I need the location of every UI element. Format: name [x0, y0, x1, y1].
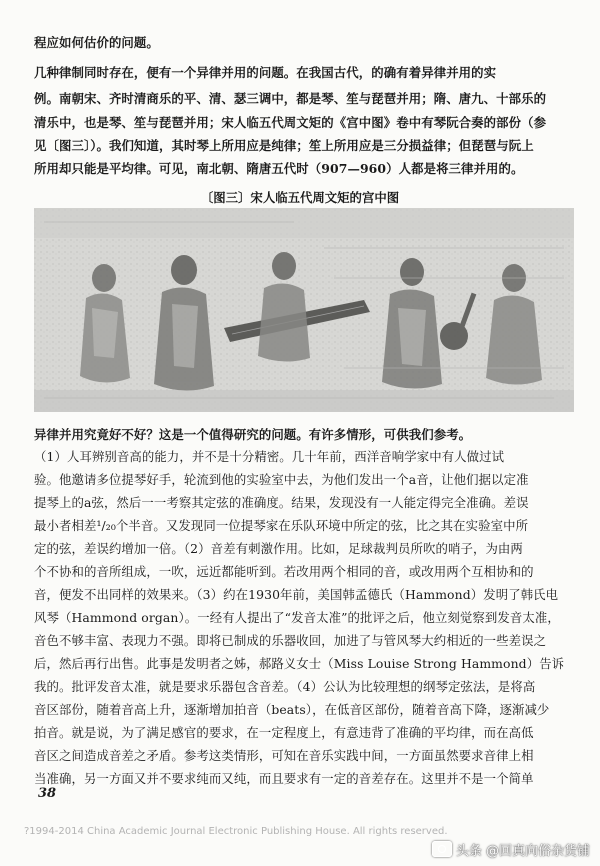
figure-painting-image	[34, 208, 574, 412]
text-line: 验。他邀请多位提琴好手，轮流到他的实验室中去，为他们发出一个a音，让他们据以定准	[34, 472, 529, 487]
text-line: 见〔图三〕）。我们知道，其时琴上所用应是纯律；笙上所用应是三分损益律；但琵琶与阮上	[34, 138, 534, 153]
text-line: 当准确，另一方面又并不要求纯而又纯，而且要求有一定的音差存在。这里并不是一个简单	[34, 771, 534, 786]
watermark	[432, 838, 590, 860]
text-line: 提琴上的a弦，然后一一考察其定弦的准确度。结果，发现没有一人能定得完全准确。差误	[34, 495, 529, 510]
text-line: 例。南朝宋、齐时清商乐的平、清、瑟三调中，都是琴、笙与琵琶并用；隋、唐九、十部乐的	[34, 91, 547, 106]
camera-icon	[432, 841, 452, 857]
text-line: 定的弦，差误约增加一倍。（2）音差有刺激作用。比如，足球裁判员所吹的哨子，为由两	[34, 541, 523, 556]
text-line: 程应如何估价的问题。	[34, 35, 159, 50]
text-line: 拍音。就是说，为了满足感官的要求，在一定程度上，有意违背了准确的平均律，而在高低	[34, 725, 534, 740]
watermark-text: 头条 @回真向俗杂货铺	[455, 843, 590, 859]
text-line: 最小者相差¹/₂₀个半音。又发现同一位提琴家在乐队环境中所定的弦，比之其在实验室中所	[34, 518, 529, 533]
text-line: 后，然后再行出售。此事是发明者之姊，郝路义女士（Miss Louise Strong Hammond）告诉	[34, 656, 565, 671]
text-line: 音色不够丰富、表现力不强。即将已制成的乐器收回，加进了与管风琴大约相近的一些差误之	[34, 633, 547, 648]
page-number: 38	[38, 786, 57, 801]
figure-caption: 〔图三〕宋人临五代周文矩的宫中图	[200, 190, 400, 205]
text-line: 几种律制同时存在，便有一个异律并用的问题。在我国古代，的确有着异律并用的实	[34, 65, 497, 80]
text-line: 风琴（Hammond organ）。一经有人提出了“发音太准”的批评之后，他立刻觉察到发音太准，	[34, 610, 560, 625]
text-line: 所用却只能是平均律。可见，南北朝、隋唐五代时（907—960）人都是将三律并用的。	[34, 161, 524, 176]
copyright-notice: ?1994-2014 China Academic Journal Electronic Publishing House. All rights reserved.	[24, 826, 448, 837]
text-line: 音区之间造成音差之矛盾。参考这类情形，可知在音乐实践中间，一方面虽然要求音律上相	[34, 748, 534, 763]
text-line: 异律并用究竟好不好？这是一个值得研究的问题。有许多情形，可供我们参考。	[34, 427, 472, 442]
text-line: 我的。批评发音太准，就是要求乐器包含音差。（4）公认为比较理想的纲琴定弦法，是将高	[34, 679, 536, 694]
painting-illustration	[34, 208, 574, 412]
text-line: 音区部份，随着音高上升，逐渐增加拍音（beats），在低音区部份，随着音高下降，逐渐减少	[34, 702, 550, 717]
text-line: 个不协和的音所组成，一吹，远近都能听到。若改用两个相同的音，或改用两个互相协和的	[34, 564, 534, 579]
text-line: 音，便发不出同样的效果来。（3）约在1930年前，美国韩孟德氏（Hammond）发明了韩氏电	[34, 587, 559, 602]
text-line: （1）人耳辨别音高的能力，并不是十分精密。几十年前，西洋音响学家中有人做过试	[34, 449, 505, 464]
text-line: 清乐中，也是琴、笙与琵琶并用；宋人临五代周文矩的《宫中图》卷中有琴阮合奏的部份（参	[34, 115, 547, 130]
